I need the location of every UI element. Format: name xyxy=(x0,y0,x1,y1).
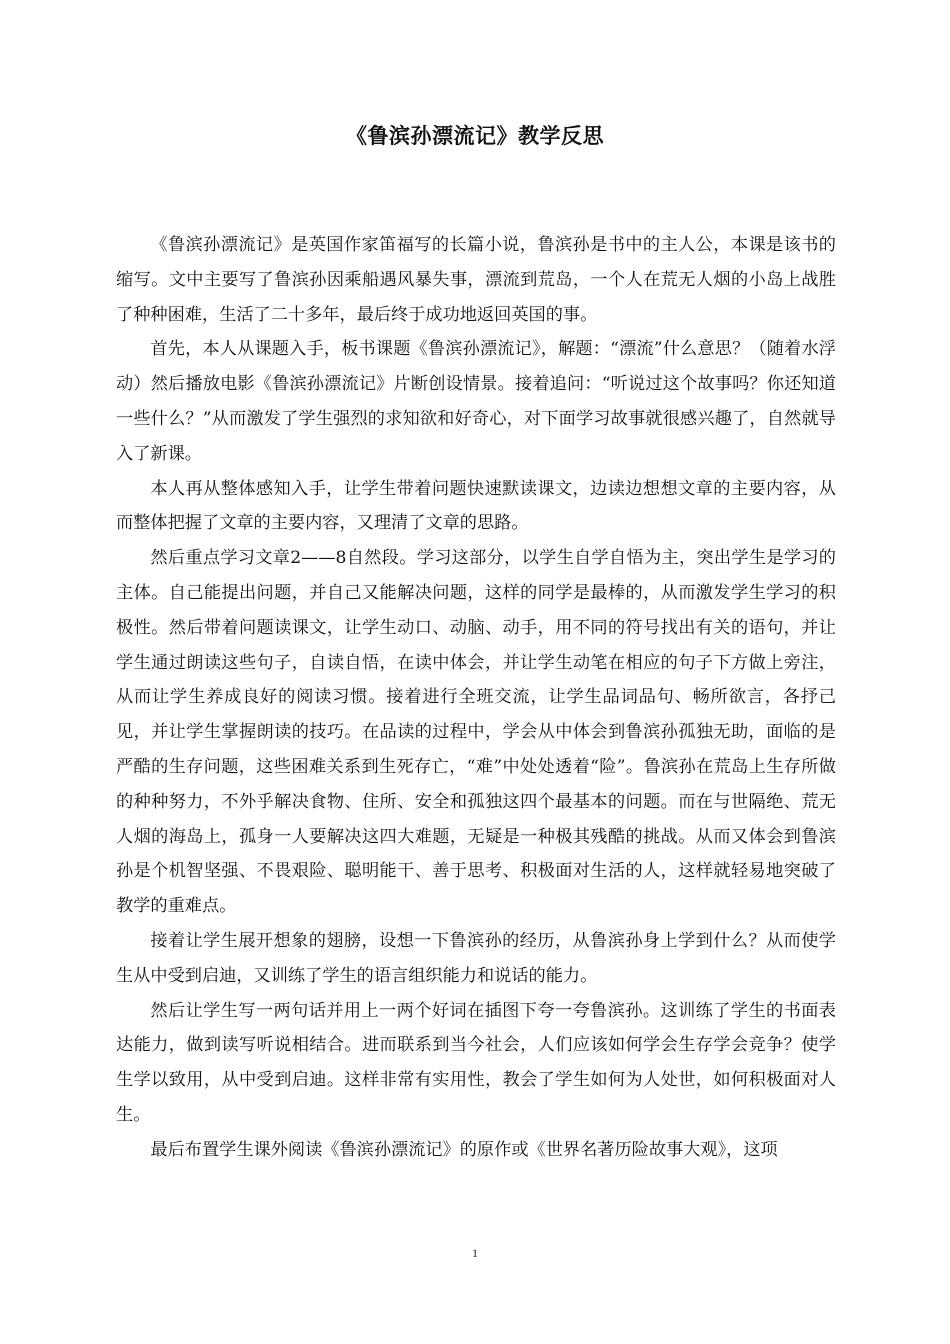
paragraph-1: 《鲁滨孙漂流记》是英国作家笛福写的长篇小说，鲁滨孙是书中的主人公，本课是该书的缩写。文中主要写了鲁滨孙因乘船遇风暴失事，漂流到荒岛，一个人在荒无人烟的小岛上战胜了种种困难，生活了二十多年，最后终于成功地返回英国的事。 xyxy=(116,235,836,325)
paragraph-4: 然后重点学习文章2——8自然段。学习这部分，以学生自学自悟为主，突出学生是学习的主体。自己能提出问题，并自己又能解决问题，这样的同学是最棒的，从而激发学生学习的积极性。然后带着问题读课文，让学生动口、动脑、动手，用不同的符号找出有关的语句，并让学生通过朗读这些句子，自读自悟，在读中体会，并让学生动笔在相应的句子下方做上旁注，从而让学生养成良好的阅读习惯。接着进行全班交流，让学生品词品句、畅所欲言，各抒己见，并让学生掌握朗读的技巧。在品读的过程中，学会从中体会到鲁滨孙孤独无助，面临的是严酷的生存问题，这些困难关系到生死存亡，“难”中处处透着“险”。鲁滨孙在荒岛上生存所做的种种努力，不外乎解决食物、住所、安全和孤独这四个最基本的问题。而在与世隔绝、荒无人烟的海岛上，孤身一人要解决这四大难题，无疑是一种极其残酷的挑战。从而又体会到鲁滨孙是个机智坚强、不畏艰险、聪明能干、善于思考、积极面对生活的人，这样就轻易地突破了教学的重难点。 xyxy=(116,548,836,917)
paragraph-6: 然后让学生写一两句话并用上一两个好词在插图下夸一夸鲁滨孙。这训练了学生的书面表达能力，做到读写听说相结合。进而联系到当今社会，人们应该如何学会生存学会竞争？使学生学以致用，从中受到启迪。这样非常有实用性，教会了学生如何为人处世，如何积极面对人生。 xyxy=(116,1000,836,1125)
page-number: 1 xyxy=(472,1246,478,1260)
paragraph-7: 最后布置学生课外阅读《鲁滨孙漂流记》的原作或《世界名著历险故事大观》，这项 xyxy=(150,1139,778,1160)
paragraph-2: 首先，本人从课题入手，板书课题《鲁滨孙漂流记》，解题：“漂流”什么意思？（随着水浮动）然后播放电影《鲁滨孙漂流记》片断创设情景。接着追问：“听说过这个故事吗？你还知道一些什么？”从而激发了学生强烈的求知欲和好奇心，对下面学习故事就很感兴趣了，自然就导入了新课。 xyxy=(116,339,836,464)
paragraph-5: 接着让学生展开想象的翅膀，设想一下鲁滨孙的经历，从鲁滨孙身上学到什么？从而使学生从中受到启迪，又训练了学生的语言组织能力和说话的能力。 xyxy=(116,930,836,986)
document-body xyxy=(116,228,836,1168)
document-title: 《鲁滨孙漂流记》教学反思 xyxy=(346,123,604,148)
paragraph-3: 本人再从整体感知入手，让学生带着问题快速默读课文，边读边想想文章的主要内容，从而整体把握了文章的主要内容，又理清了文章的思路。 xyxy=(116,478,836,534)
